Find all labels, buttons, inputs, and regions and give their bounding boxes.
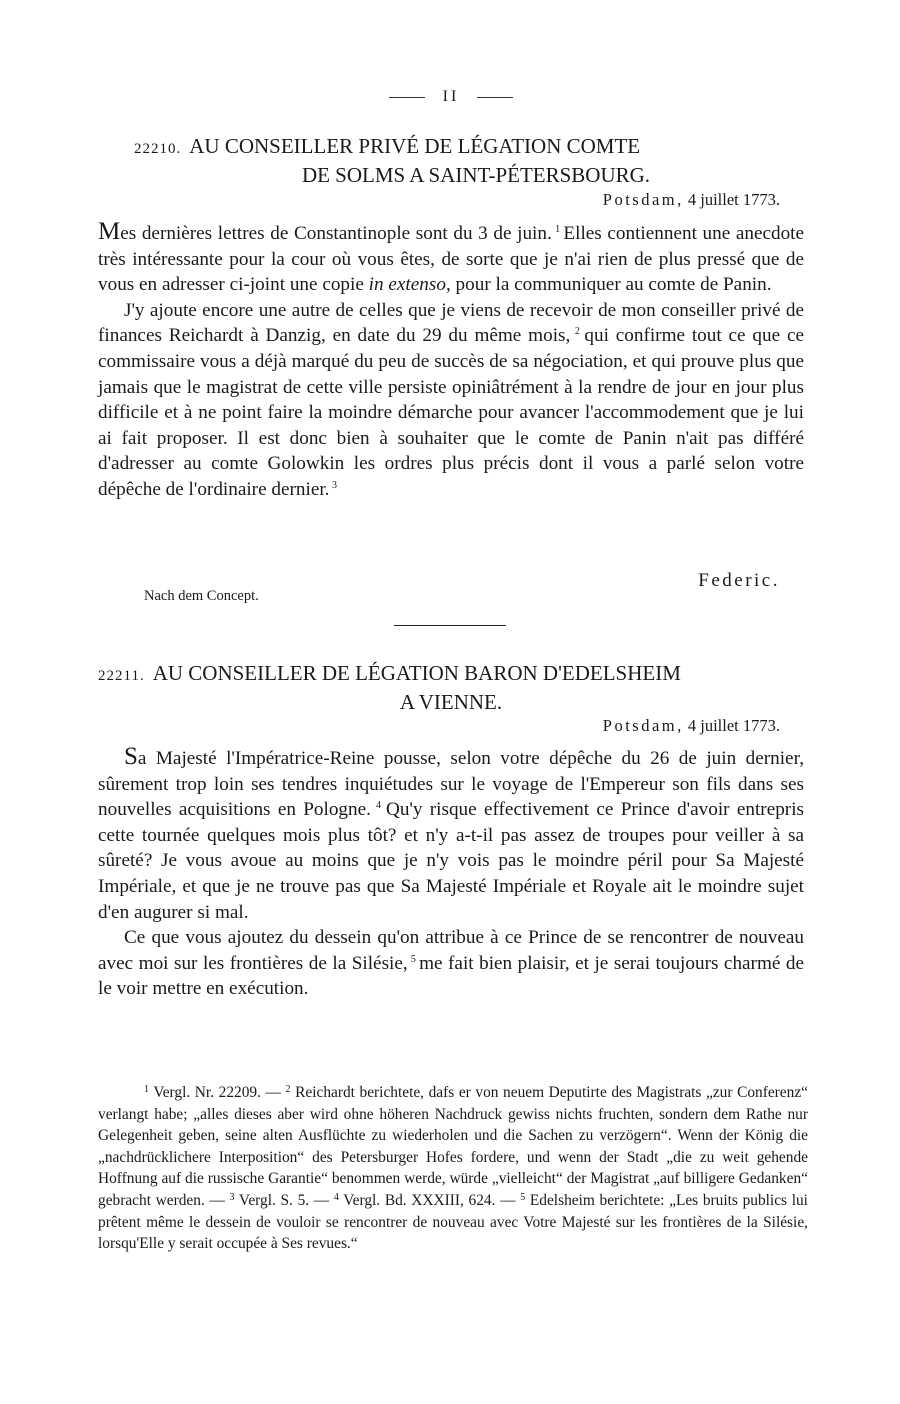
footnotes <box>98 1082 808 1255</box>
letter-body-22211 <box>98 744 804 1002</box>
footnote-block: $^1$ Vergl. Nr. 22209. — $^2$ Reichardt berichtete, dafs er von neuem Deputirte des Magistrats „zur Conferenz“ verlangt habe; „alles dieses aber wird ohne höheren Nachdruck gewiss nichts fruchten, sondern dem Rathe nur Gelegenheit geben, seine alten Ausflüchte zu wiederholen und die Sachen zu verzögern“. Wenn der König die „nachdrücklichere Interposition“ des Petersburger Hofes fordere, und wenn der Stadt „die zu weit gehende Hoffnung auf die russische Garantie“ benommen werde, würde „vielleicht“ der Magistrat „auf billigere Gedanken“ gebracht werden. — $^3$ Vergl. S. 5. — $^4$ Vergl. Bd. XXXIII, 624. — $^5$ Edelsheim berichtete: „Les bruits publics lui prêtent même le dessein de vouloir se rencontrer de nouveau avec Votre Majesté sur les frontières de la Silésie, lorsqu'Elle y serait occupée à Ses revues.“ <box>98 1084 808 1253</box>
signature: Federic. <box>698 570 780 591</box>
footnote-1: Vergl. Nr. 22209. — <box>153 1084 281 1101</box>
letter-title-line1: AU CONSEILLER DE LÉGATION BARON D'EDELSHEIM <box>152 661 681 685</box>
letter-dateline: Potsdam, 4 juillet 1773. <box>602 716 780 735</box>
letter-number: 22211. <box>98 668 145 684</box>
page-number: II <box>442 88 460 105</box>
letter-dateline: Potsdam, 4 juillet 1773. <box>602 190 780 209</box>
footnote-4: Vergl. Bd. XXXIII, 624. — <box>343 1191 516 1209</box>
footnote-3: Vergl. S. 5. — <box>238 1191 330 1209</box>
folio-dash-left <box>389 97 425 98</box>
footnote-2: Reichardt berichtete, dafs er von neuem Deputirte des Magistrats „zur Conferenz“ verlangt habe; „alles dieses aber wird ohne höheren Nachdruck gewiss nichts fruchten, sondern dem Rathe nur Gelegenheit geben, seine alten Ausflüchte zu wiederholen und die Sachen zu verzögern“. Wenn der König die „nachdrücklichere Interposition“ des Petersburger Hofes fordere, und wenn der Stadt „die zu weit gehende Hoffnung auf die russische Garantie“ benommen werde, würde „vielleicht“ der Magistrat „auf billigere Gedanken“ gebracht werden. — <box>98 1084 808 1209</box>
footnote-5: Edelsheim berichtete: „Les bruits publics lui prêtent même le dessein de vouloir se rencontrer de nouveau avec Votre Majesté sur les frontières de la Silésie, lorsqu'Elle y serait occupée à Ses revues.“ <box>98 1191 808 1253</box>
paragraph: Ce que vous ajoutez du dessein qu'on attribue à ce Prince de se rencontrer de nouveau avec moi sur les frontières de la Silésie, $^5$ me fait bien plaisir, et je serai toujours charmé de le voir mettre en exécution. <box>98 927 804 1000</box>
letter-title-line2: DE SOLMS A SAINT-PÉTERSBOURG. <box>301 163 651 187</box>
letter-body-22210 <box>98 219 804 503</box>
section-divider <box>394 625 506 626</box>
paragraph: Sa Majesté l'Impératrice-Reine pousse, selon votre dépêche du 26 de juin dernier, sûrement trop loin ses tendres inquiétudes sur le voyage de l'Empereur son fils dans ses nouvelles acquisitions en Pologne. $^4$ Qu'y risque effectivement ce Prince d'avoir entrepris cette tournée quelques mois plus tôt? et n'y a-t-il pas assez de troupes pour veiller à sa sûreté? Je vous avoue au moins que je n'y vois pas le moindre péril pour Sa Majesté Impériale, et que je ne trouve pas que Sa Majesté Impériale et Royale ait le moindre sujet d'en augurer si mal. <box>98 743 804 923</box>
source-note: Nach dem Concept. <box>144 588 259 604</box>
paragraph: Mes dernières lettres de Constantinople sont du 3 de juin. $^1$ Elles contiennent une anecdote très intéressante pour la cour où vous êtes, de sorte que je n'ai rien de plus pressé que de vous en adresser ci-joint une copie in extenso, pour la communiquer au comte de Panin. <box>98 218 805 296</box>
letter-number: 22210. <box>134 141 182 157</box>
letter-heading-22210 <box>98 133 804 188</box>
letter-title-line2: A VIENNE. <box>399 690 503 714</box>
letter-title-line1: AU CONSEILLER PRIVÉ DE LÉGATION COMTE <box>189 134 641 158</box>
folio-dash-right <box>477 97 513 98</box>
letter-heading-22211 <box>98 660 804 715</box>
paragraph: J'y ajoute encore une autre de celles que je viens de recevoir de mon conseiller privé de finances Reichardt à Danzig, en date du 29 du même mois, $^2$ qui confirme tout ce que ce commissaire vous a déjà marqué du peu de succès de sa négociation, et qui prouve plus que jamais que le magistrat de cette ville persiste opiniâtrément à la rendre de jour en jour plus difficile et à ne point faire la moindre démarche pour avancer l'accommodement que je lui ai fait proposer. Il est donc bien à souhaiter que le comte de Panin n'ait pas différé d'adresser au comte Golowkin les ordres plus précis dont il vous a parlé selon votre dépêche de l'ordinaire dernier. $^3$ <box>98 299 804 500</box>
page-header <box>98 88 804 106</box>
